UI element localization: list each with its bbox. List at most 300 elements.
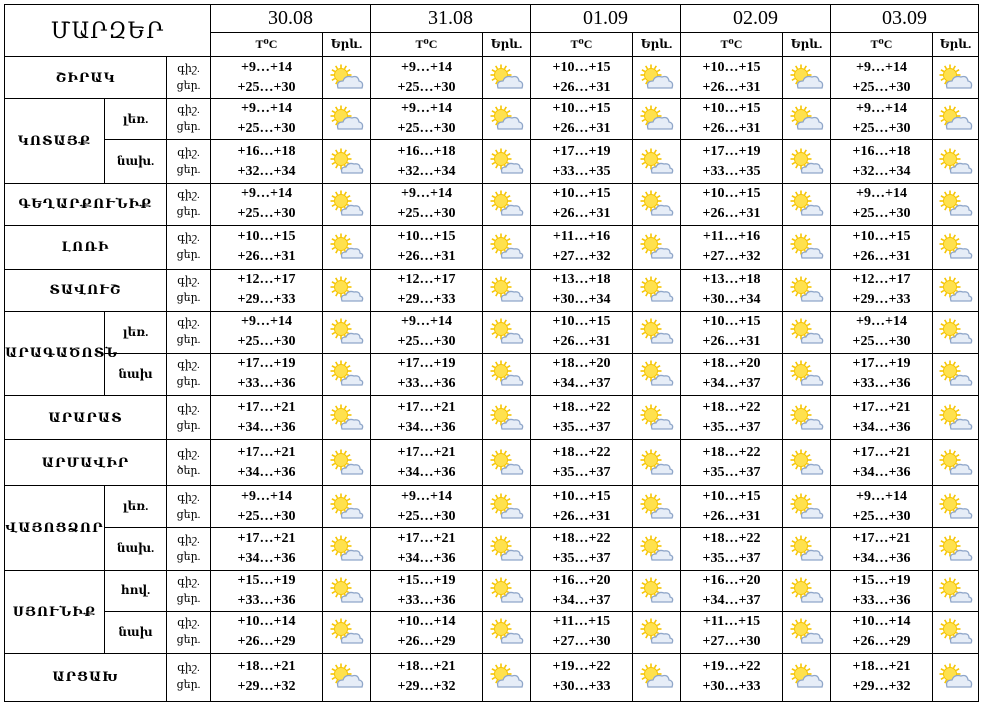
day-temp: +33…+36 [237,592,296,608]
day-temp: +34…+36 [852,419,911,435]
night-temp: +10…+15 [552,488,611,504]
day-label: ցեր. [176,634,201,647]
sunny-cloud-icon [939,618,973,646]
temperature-cell [371,184,483,225]
day-temp: +29…+32 [397,679,456,695]
weather-cell [323,311,371,353]
day-temp: +26…+31 [552,121,611,137]
night-label: գիշ. [177,275,200,288]
night-temp: +16…+18 [852,143,911,159]
sunny-cloud-icon [330,535,364,563]
sunny-cloud-icon [490,233,524,261]
weather-cell [933,528,979,570]
night-temp: +16…+20 [702,572,761,588]
day-label: ցեր. [176,550,201,563]
temperature-cell [681,140,783,184]
night-temp: +18…+20 [552,356,611,372]
night-temp: +17…+19 [852,356,911,372]
weather-cell [483,396,531,440]
temperature-cell [211,528,323,570]
temperature-cell [371,57,483,99]
region-name: ՏԱՎՈՒՇ [5,269,167,311]
day-temp: +26…+31 [552,79,611,95]
weather-cell [633,653,681,701]
night-temp: +9…+14 [241,488,292,504]
temperature-cell [681,440,783,486]
weather-cell [323,611,371,653]
sunny-cloud-icon [490,404,524,432]
night-temp: +17…+21 [852,530,911,546]
temperature-cell [211,653,323,701]
weather-cell [633,184,681,225]
day-temp: +25…+30 [397,79,456,95]
sunny-cloud-icon [939,233,973,261]
temperature-cell [211,140,323,184]
weather-cell [933,184,979,225]
sunny-cloud-icon [939,276,973,304]
sunny-cloud-icon [640,577,674,605]
temperature-cell [211,396,323,440]
region-row [5,486,979,528]
weather-cell [483,486,531,528]
sunny-cloud-icon [330,404,364,432]
temperature-cell [371,611,483,653]
day-temp: +26…+31 [702,121,761,137]
day-temp: +35…+37 [552,419,611,435]
night-temp: +17…+21 [852,444,911,460]
night-temp: +9…+14 [401,101,452,117]
night-temp: +18…+21 [852,659,911,675]
night-label: գիշ. [177,359,200,372]
day-label: ցեր. [176,419,201,432]
sunny-cloud-icon [330,318,364,346]
day-temp: +30…+34 [702,292,761,308]
night-temp: +19…+22 [702,659,761,675]
sunny-cloud-icon [490,318,524,346]
temperature-cell [681,570,783,611]
sunny-cloud-icon [790,577,824,605]
night-temp: +18…+22 [702,530,761,546]
sunny-cloud-icon [790,404,824,432]
sunny-cloud-icon [640,318,674,346]
night-temp: +17…+19 [552,143,611,159]
temperature-cell [681,396,783,440]
temperature-cell [531,225,633,269]
sunny-cloud-icon [330,449,364,477]
night-temp: +10…+15 [237,229,296,245]
weather-cell [933,396,979,440]
region-name: ԱՐԱՐԱՏ [5,396,167,440]
partly-cloudy-icon [790,663,824,691]
day-temp: +26…+31 [702,508,761,524]
temperature-cell [531,140,633,184]
weather-cell [633,99,681,140]
night-temp: +18…+21 [397,659,456,675]
weather-cell [933,611,979,653]
sunny-cloud-icon [490,577,524,605]
weather-cell [483,353,531,395]
day-temp: +35…+37 [552,464,611,480]
temperature-cell [371,140,483,184]
time-labels [167,269,211,311]
night-temp: +18…+22 [552,444,611,460]
partly-cloudy-icon [490,663,524,691]
temperature-cell [371,486,483,528]
sunny-cloud-icon [790,493,824,521]
day-temp: +27…+32 [702,249,761,265]
temperature-cell [211,570,323,611]
subregion-name: նախ [105,353,167,395]
night-temp: +10…+15 [552,101,611,117]
day-temp: +30…+33 [552,679,611,695]
temperature-cell [211,311,323,353]
weather-cell [483,528,531,570]
weather-cell [933,653,979,701]
time-labels [167,440,211,486]
weather-cell [783,570,831,611]
day-temp: +34…+36 [397,464,456,480]
sunny-cloud-icon [490,276,524,304]
night-temp: +10…+15 [552,314,611,330]
region-name: ԿՈՏԱՅՔ [5,99,105,184]
night-temp: +12…+17 [237,272,296,288]
sunny-cloud-icon [790,535,824,563]
temperature-cell [681,57,783,99]
temperature-cell [211,486,323,528]
partly-cloudy-icon [330,64,364,92]
weather-cell [933,311,979,353]
temperature-cell [531,528,633,570]
sunny-cloud-icon [490,148,524,176]
temperature-cell [531,99,633,140]
day-temp: +25…+30 [397,334,456,350]
sunny-cloud-icon [330,493,364,521]
date-header: 31.08 [371,5,531,33]
time-labels [167,528,211,570]
day-temp: +34…+37 [552,592,611,608]
sunny-cloud-icon [939,404,973,432]
temp-col-header: T⁰C [211,33,323,57]
temperature-cell [371,311,483,353]
region-name: ԱՐԱԳԱԾՈՏՆ [5,311,105,395]
weather-cell [323,184,371,225]
subregion-name: հով. [105,570,167,611]
day-temp: +26…+31 [702,206,761,222]
night-temp: +10…+15 [552,186,611,202]
day-label: ցեր. [176,206,201,219]
day-temp: +26…+31 [852,249,911,265]
day-temp: +26…+31 [702,79,761,95]
region-row [5,225,979,269]
weather-cell [783,528,831,570]
sunny-cloud-icon [330,233,364,261]
sunny-cloud-icon [790,148,824,176]
region-row [5,440,979,486]
day-temp: +25…+30 [237,334,296,350]
sunny-cloud-icon [330,577,364,605]
region-name: ԱՐՄԱՎԻՐ [5,440,167,486]
weather-cell [633,486,681,528]
temperature-cell [831,99,933,140]
sunny-cloud-icon [939,360,973,388]
weather-cell [783,57,831,99]
sunny-cloud-icon [490,360,524,388]
sunny-cloud-icon [790,276,824,304]
day-temp: +33…+35 [552,163,611,179]
night-temp: +9…+14 [241,314,292,330]
sunny-cloud-icon [939,449,973,477]
sunny-cloud-icon [939,577,973,605]
day-temp: +34…+37 [552,376,611,392]
weather-col-header: Երև. [633,33,681,57]
weather-cell [633,440,681,486]
region-name: ՎԱՅՈՑՁՈՐ [5,486,105,570]
night-temp: +11…+15 [702,614,761,630]
temperature-cell [831,440,933,486]
weather-cell [783,653,831,701]
day-label: ցեր. [176,508,201,521]
day-temp: +25…+30 [852,206,911,222]
time-labels [167,486,211,528]
sunny-cloud-icon [939,535,973,563]
night-temp: +10…+15 [702,314,761,330]
night-temp: +17…+21 [237,530,296,546]
night-temp: +17…+19 [397,356,456,372]
day-label: ծեր. [176,464,201,477]
temperature-cell [371,440,483,486]
day-temp: +25…+30 [852,121,911,137]
forecast-table [4,4,979,702]
temperature-cell [681,353,783,395]
day-temp: +34…+36 [237,464,296,480]
date-header: 01.09 [531,5,681,33]
day-temp: +26…+31 [397,249,456,265]
sunny-cloud-icon [790,449,824,477]
temperature-cell [681,486,783,528]
temperature-cell [531,653,633,701]
night-temp: +9…+14 [856,488,907,504]
night-temp: +18…+20 [702,356,761,372]
night-temp: +10…+15 [852,229,911,245]
region-row [5,140,979,184]
weather-cell [483,440,531,486]
night-temp: +17…+21 [397,530,456,546]
temperature-cell [831,353,933,395]
night-label: գիշ. [177,189,200,202]
sunny-cloud-icon [490,493,524,521]
region-name: ԱՐՑԱԽ [5,653,167,701]
night-temp: +16…+20 [552,572,611,588]
time-labels [167,99,211,140]
temperature-cell [371,570,483,611]
sunny-cloud-icon [640,618,674,646]
temperature-cell [531,353,633,395]
night-temp: +19…+22 [552,659,611,675]
temperature-cell [531,311,633,353]
night-label: գիշ. [177,662,200,675]
subregion-name: լեռ. [105,486,167,528]
weather-cell [783,611,831,653]
sunny-cloud-icon [490,618,524,646]
temp-col-header: T⁰C [531,33,633,57]
weather-col-header: Երև. [933,33,979,57]
temperature-cell [531,57,633,99]
temperature-cell [831,57,933,99]
night-temp: +10…+14 [397,614,456,630]
weather-cell [783,353,831,395]
day-temp: +35…+37 [702,550,761,566]
weather-cell [633,611,681,653]
day-temp: +35…+37 [702,419,761,435]
day-temp: +29…+33 [237,292,296,308]
region-row [5,528,979,570]
sunny-cloud-icon [790,360,824,388]
night-label: գիշ. [177,146,200,159]
temperature-cell [831,140,933,184]
partly-cloudy-icon [939,663,973,691]
weather-cell [633,57,681,99]
sunny-cloud-icon [640,404,674,432]
region-row [5,570,979,611]
weather-cell [323,653,371,701]
time-labels [167,225,211,269]
partly-cloudy-icon [330,663,364,691]
night-label: գիշ. [177,232,200,245]
region-name: ՍՅՈՒՆԻՔ [5,570,105,653]
region-name: ԳԵՂԱՐՔՈՒՆԻՔ [5,184,167,225]
day-temp: +33…+36 [397,592,456,608]
sunny-cloud-icon [330,360,364,388]
day-temp: +26…+31 [552,334,611,350]
weather-cell [633,269,681,311]
subregion-name: լեռ. [105,99,167,140]
partly-cloudy-icon [490,64,524,92]
day-temp: +29…+32 [852,679,911,695]
region-row [5,653,979,701]
temp-col-header: T⁰C [831,33,933,57]
weather-cell [933,353,979,395]
day-temp: +30…+33 [702,679,761,695]
weather-cell [323,353,371,395]
day-label: ցեր. [176,592,201,605]
day-temp: +29…+33 [397,292,456,308]
temperature-cell [531,611,633,653]
night-temp: +10…+15 [702,101,761,117]
sunny-cloud-icon [330,148,364,176]
day-temp: +26…+31 [552,206,611,222]
time-labels [167,396,211,440]
region-row [5,99,979,140]
night-temp: +17…+21 [397,399,456,415]
night-temp: +17…+21 [852,399,911,415]
regions-header: ՄԱՐԶԵՐ [5,5,211,57]
day-temp: +34…+36 [397,550,456,566]
date-header: 03.09 [831,5,979,33]
temperature-cell [681,653,783,701]
day-label: ցեր. [176,292,201,305]
night-temp: +12…+17 [852,272,911,288]
sunny-cloud-icon [490,190,524,218]
temperature-cell [831,528,933,570]
night-temp: +17…+19 [702,143,761,159]
day-temp: +33…+36 [852,376,911,392]
day-temp: +25…+30 [397,121,456,137]
weather-cell [483,269,531,311]
day-temp: +25…+30 [237,79,296,95]
temperature-cell [831,396,933,440]
region-row [5,184,979,225]
weather-cell [323,396,371,440]
sunny-cloud-icon [790,318,824,346]
region-row [5,269,979,311]
weather-cell [783,311,831,353]
weather-cell [483,570,531,611]
subregion-name: նախ. [105,140,167,184]
night-temp: +11…+16 [702,229,761,245]
time-labels [167,653,211,701]
day-temp: +26…+31 [237,249,296,265]
time-labels [167,570,211,611]
night-temp: +10…+15 [702,186,761,202]
temperature-cell [531,440,633,486]
night-temp: +9…+14 [856,59,907,75]
temp-col-header: T⁰C [371,33,483,57]
sunny-cloud-icon [640,535,674,563]
weather-cell [323,99,371,140]
sunny-cloud-icon [939,190,973,218]
night-temp: +11…+15 [552,614,611,630]
weather-cell [483,57,531,99]
day-temp: +34…+37 [702,376,761,392]
weather-col-header: Երև. [483,33,531,57]
temp-col-header: T⁰C [681,33,783,57]
subregion-name: նախ [105,611,167,653]
night-temp: +9…+14 [401,186,452,202]
date-header: 02.09 [681,5,831,33]
day-temp: +27…+30 [552,634,611,650]
time-labels [167,611,211,653]
day-temp: +33…+36 [852,592,911,608]
temperature-cell [831,269,933,311]
day-label: ցեր. [176,79,201,92]
night-temp: +9…+14 [856,101,907,117]
weather-cell [483,184,531,225]
night-temp: +10…+15 [702,488,761,504]
temperature-cell [211,353,323,395]
temperature-cell [681,269,783,311]
sunny-cloud-icon [330,190,364,218]
region-name: ՇԻՐԱԿ [5,57,167,99]
weather-cell [783,396,831,440]
night-label: գիշ. [177,575,200,588]
weather-cell [633,570,681,611]
temperature-cell [831,570,933,611]
night-temp: +9…+14 [401,488,452,504]
night-temp: +16…+18 [397,143,456,159]
weather-cell [483,311,531,353]
day-temp: +34…+36 [237,419,296,435]
day-temp: +32…+34 [397,163,456,179]
time-labels [167,311,211,353]
time-labels [167,184,211,225]
weather-cell [933,225,979,269]
region-row [5,311,979,353]
day-label: ցեր. [176,376,201,389]
day-temp: +34…+37 [702,592,761,608]
day-temp: +35…+37 [702,464,761,480]
weather-cell [483,653,531,701]
weather-col-header: Երև. [783,33,831,57]
